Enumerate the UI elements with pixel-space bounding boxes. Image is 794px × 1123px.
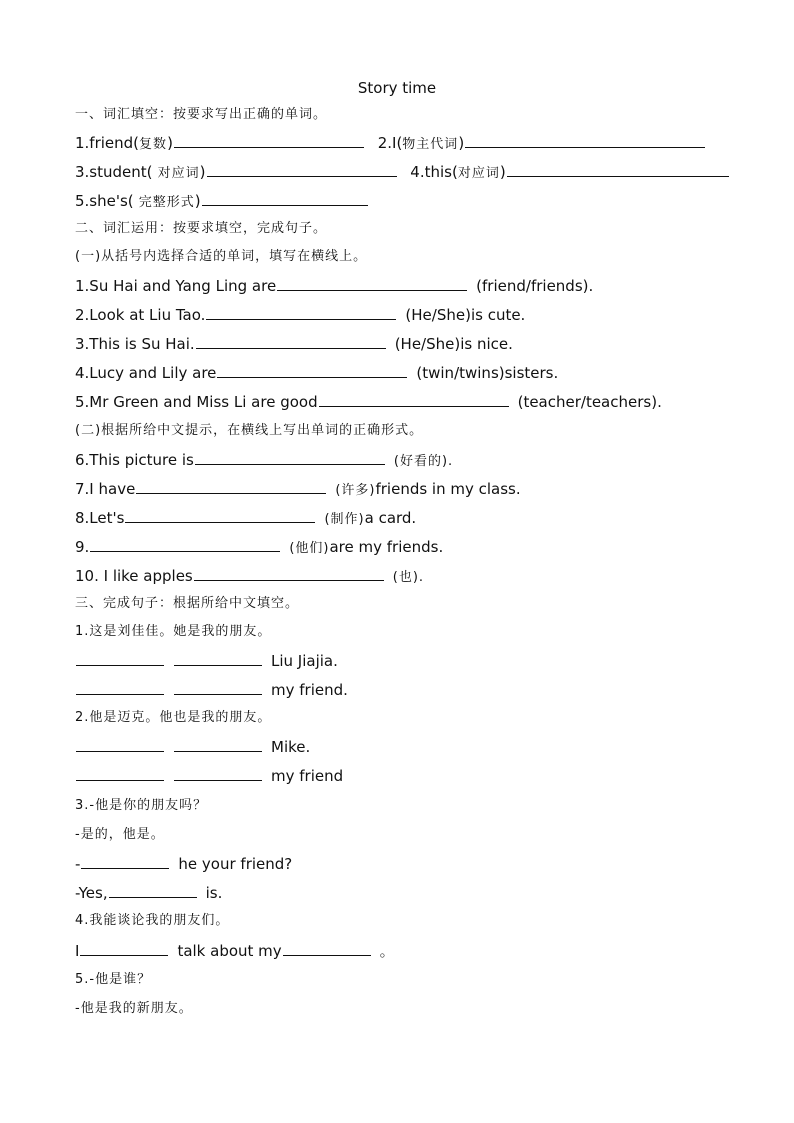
s1-q2-answer-blank[interactable]	[465, 132, 705, 148]
s1-q3-close: )	[199, 163, 206, 181]
s3-q1-line2-tail: my friend.	[271, 681, 348, 699]
s3-q2-line2-blank-a[interactable]	[76, 765, 164, 781]
s1-q1-q2-row	[75, 132, 706, 154]
s2-q10-text: 10. I like apples	[75, 567, 193, 585]
s1-q3-answer-blank[interactable]	[207, 161, 397, 177]
s2-q4-options: (twin/twins)sisters.	[416, 364, 559, 382]
s3-q5-answer-zh: -他是我的新朋友。	[75, 1001, 193, 1016]
s3-q2-line1	[75, 736, 310, 758]
section2-part1-heading: (一)从括号内选择合适的单词，填写在横线上。	[75, 249, 368, 264]
s2-q9-tail: are my friends.	[329, 538, 444, 556]
s3-q1-prompt: 1.这是刘佳佳。她是我的朋友。	[75, 624, 272, 639]
s3-q2-line1-tail: Mike.	[271, 738, 311, 756]
s2-q1-answer-blank[interactable]	[277, 275, 467, 291]
s3-q4-blank-b[interactable]	[283, 940, 371, 956]
s2-q8-hint: (制作)	[324, 512, 365, 527]
s2-q9-row	[75, 536, 443, 558]
s3-q3-line2	[75, 882, 222, 904]
s3-q1-line1-blank-a[interactable]	[76, 650, 164, 666]
s3-q2-prompt: 2.他是迈克。他也是我的朋友。	[75, 710, 272, 725]
s2-q10-hint: (也).	[392, 570, 425, 585]
s1-q4-hint: 对应词	[457, 166, 500, 181]
s2-q8-tail: a card.	[364, 509, 417, 527]
s3-q3-line1-dash: -	[75, 855, 81, 873]
s3-q3-line2-tail: is.	[205, 884, 223, 902]
s3-q4-end: 。	[379, 942, 395, 960]
s3-q1-line2-blank-a[interactable]	[76, 679, 164, 695]
s3-q4-line	[75, 940, 395, 962]
s2-q5-text: 5.Mr Green and Miss Li are good	[75, 393, 318, 411]
s1-q5-label: 5.she's(	[75, 192, 134, 210]
s2-q5-row	[75, 391, 662, 413]
s3-q4-blank-a[interactable]	[80, 940, 168, 956]
s3-q2-line2	[75, 765, 343, 787]
s2-q6-hint: (好看的).	[393, 454, 454, 469]
s3-q4-start: I	[75, 942, 80, 960]
s3-q2-line1-blank-b[interactable]	[174, 736, 262, 752]
s2-q1-row	[75, 275, 593, 297]
s1-q1-label: 1.friend(	[75, 134, 140, 152]
s2-q4-row	[75, 362, 558, 384]
s3-q1-line1-tail: Liu Jiajia.	[271, 652, 338, 670]
s2-q7-text: 7.I have	[75, 480, 136, 498]
s3-q3-line1	[75, 853, 292, 875]
s3-q1-line1	[75, 650, 338, 672]
s1-q5-hint: 完整形式	[133, 195, 195, 210]
s2-q3-answer-blank[interactable]	[196, 333, 386, 349]
s2-q8-text: 8.Let's	[75, 509, 125, 527]
s1-q4-close: )	[499, 163, 506, 181]
s2-q7-answer-blank[interactable]	[136, 478, 326, 494]
s3-q3-line2-blank[interactable]	[109, 882, 197, 898]
s1-q5-answer-blank[interactable]	[202, 190, 368, 206]
s3-q4-prompt: 4.我能谈论我的朋友们。	[75, 913, 230, 928]
s2-q6-answer-blank[interactable]	[195, 449, 385, 465]
s2-q10-answer-blank[interactable]	[194, 565, 384, 581]
s2-q4-text: 4.Lucy and Lily are	[75, 364, 217, 382]
s1-q2-label: 2.I(	[377, 134, 403, 152]
s1-q3-hint: 对应词	[152, 166, 200, 181]
s3-q2-line2-tail: my friend	[271, 767, 344, 785]
section2-heading: 二、词汇运用：按要求填空，完成句子。	[75, 221, 328, 236]
s3-q5-prompt: 5.-他是谁？	[75, 972, 152, 987]
s3-q3-prompt: 3.-他是你的朋友吗？	[75, 798, 208, 813]
s1-q3-q4-row	[75, 161, 730, 183]
s3-q3-line1-blank[interactable]	[81, 853, 169, 869]
s2-q5-options: (teacher/teachers).	[517, 393, 662, 411]
s2-q9-hint: (他们)	[289, 541, 330, 556]
s3-q1-line2	[75, 679, 348, 701]
s3-q1-line2-blank-b[interactable]	[174, 679, 262, 695]
s1-q1-close: )	[167, 134, 173, 152]
s2-q4-answer-blank[interactable]	[217, 362, 407, 378]
s1-q4-label: 4.this(	[410, 163, 458, 181]
s2-q2-text: 2.Look at Liu Tao.	[75, 306, 206, 324]
s2-q6-text: 6.This picture is	[75, 451, 194, 469]
section1-heading: 一、词汇填空：按要求写出正确的单词。	[75, 107, 328, 122]
s2-q8-row	[75, 507, 416, 529]
s3-q1-line1-blank-b[interactable]	[174, 650, 262, 666]
s2-q1-text: 1.Su Hai and Yang Ling are	[75, 277, 277, 295]
s1-q4-answer-blank[interactable]	[507, 161, 729, 177]
page-title: Story time	[357, 79, 437, 97]
s2-q5-answer-blank[interactable]	[319, 391, 509, 407]
s1-q5-close: )	[194, 192, 201, 210]
s2-q3-row	[75, 333, 513, 355]
s1-q2-close: )	[458, 134, 465, 152]
s2-q2-row	[75, 304, 525, 326]
s2-q6-row	[75, 449, 453, 471]
s2-q7-hint: (许多)	[335, 483, 376, 498]
section2-part2-heading: (二)根据所给中文提示，在横线上写出单词的正确形式。	[75, 423, 424, 438]
s3-q2-line2-blank-b[interactable]	[174, 765, 262, 781]
s1-q1-answer-blank[interactable]	[174, 132, 364, 148]
s3-q3-answer-zh: -是的，他是。	[75, 827, 165, 842]
s3-q2-line1-blank-a[interactable]	[76, 736, 164, 752]
s1-q5-row	[75, 190, 369, 212]
s2-q1-options: (friend/friends).	[476, 277, 594, 295]
s1-q2-hint: 物主代词	[402, 137, 459, 152]
s2-q7-tail: friends in my class.	[375, 480, 521, 498]
s3-q3-line2-start: -Yes,	[75, 884, 108, 902]
section3-heading: 三、完成句子：根据所给中文填空。	[75, 596, 300, 611]
s1-q3-label: 3.student(	[75, 163, 153, 181]
s2-q9-answer-blank[interactable]	[90, 536, 280, 552]
s2-q7-row	[75, 478, 521, 500]
s2-q10-row	[75, 565, 424, 587]
s2-q3-options: (He/She)is nice.	[394, 335, 513, 353]
s2-q8-answer-blank[interactable]	[125, 507, 315, 523]
s3-q3-line1-tail: he your friend?	[178, 855, 293, 873]
s1-q1-hint: 复数	[139, 137, 168, 152]
s2-q3-text: 3.This is Su Hai.	[75, 335, 195, 353]
s2-q9-text: 9.	[75, 538, 90, 556]
s2-q2-answer-blank[interactable]	[206, 304, 396, 320]
s2-q2-options: (He/She)is cute.	[405, 306, 526, 324]
s3-q4-mid: talk about my	[177, 942, 282, 960]
